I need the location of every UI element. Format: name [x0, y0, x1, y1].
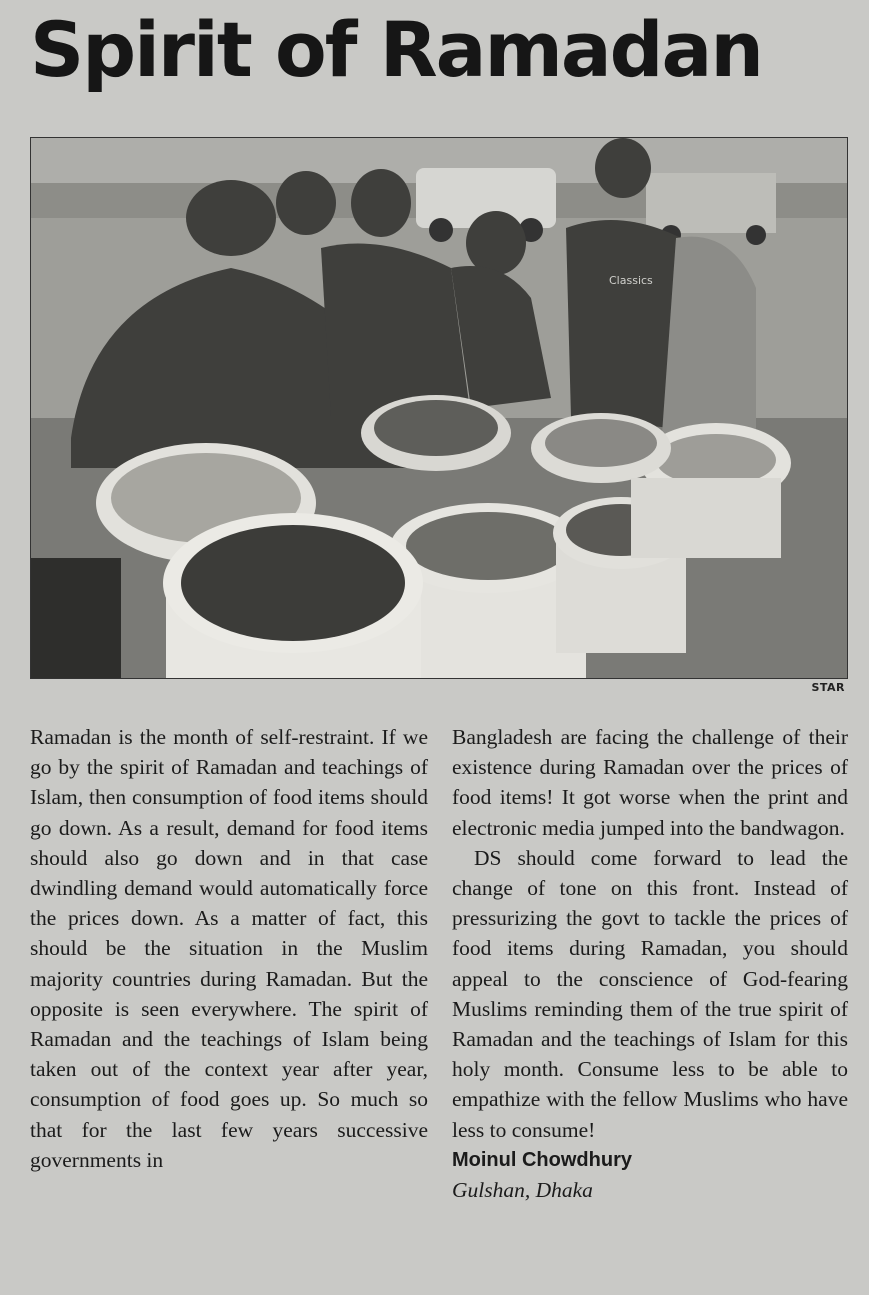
- shirt-print-text: Classics: [609, 274, 653, 287]
- letter-column-right: [452, 722, 848, 1205]
- news-photo: [30, 137, 848, 679]
- letter-author: Moinul Chowdhury: [452, 1148, 632, 1171]
- letter-location: Gulshan, Dhaka: [452, 1178, 593, 1203]
- letter-column-left: [30, 722, 428, 1175]
- photo-credit: STAR: [811, 681, 845, 694]
- headline: Spirit of Ramadan: [30, 5, 762, 94]
- market-scene-image: [31, 138, 847, 678]
- letter-paragraph-1-cont: Bangladesh are facing the challenge of their existence during Ramadan over the prices of food items! It got worse when the print and electronic media jumped into the bandwagon.: [452, 725, 848, 840]
- letter-paragraph-2: DS should come forward to lead the change of tone on this front. Instead of pressurizing the govt to tackle the prices of food items during Ramadan, you should appeal to the conscience of God-fearing Muslims reminding them of the true spirit of Ramadan and the teachings of Islam for this holy month. Consume less to be able to empathize with the fellow Muslims who have less to consume!: [452, 845, 848, 1142]
- letter-paragraph-1: Ramadan is the month of self-restraint. If we go by the spirit of Ramadan and teachings of Islam, then consumption of food items should go down. As a result, demand for food items should also go down and in that case dwindling demand would automatically force the prices down. As a matter of fact, this should be the situation in the Muslim majority countries during Ramadan. But the opposite is seen everywhere. The spirit of Ramadan and the teachings of Islam being taken out of the context year after year, consumption of food goes up. So much so that for the last few years successive governments in: [30, 725, 428, 1172]
